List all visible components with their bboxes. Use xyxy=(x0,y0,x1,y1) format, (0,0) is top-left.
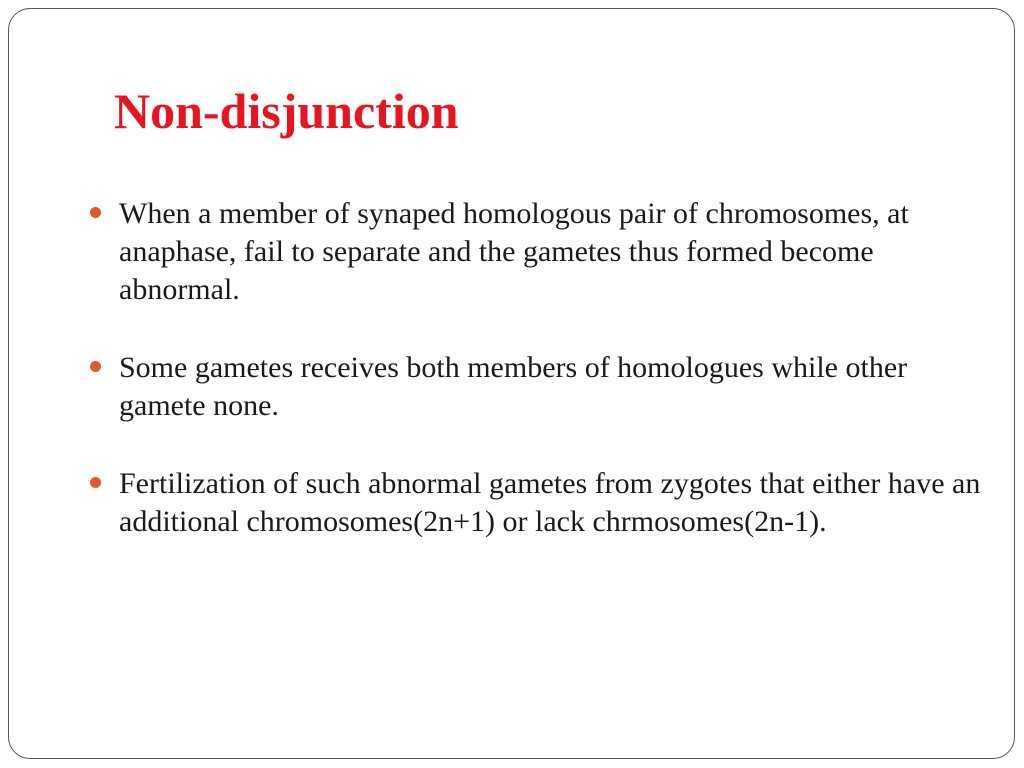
bullet-text: When a member of synaped homologous pair of chromosomes, at anaphase, fail to separate and the gametes thus formed become abnormal. xyxy=(119,197,909,306)
bullet-dot-icon xyxy=(90,361,101,372)
bullet-dot-icon xyxy=(90,207,101,218)
bullet-item xyxy=(88,349,988,425)
bullet-dot-icon xyxy=(90,477,101,488)
slide-title: Non-disjunction xyxy=(114,83,459,139)
bullet-list xyxy=(88,195,988,581)
bullet-text: Some gametes receives both members of homologues while other gamete none. xyxy=(119,351,908,422)
bullet-item xyxy=(88,465,988,541)
bullet-item xyxy=(88,195,988,309)
bullet-text: Fertilization of such abnormal gametes from zygotes that either have an additional chromosomes(2n+1) or lack chrmosomes(2n-1). xyxy=(119,467,981,538)
